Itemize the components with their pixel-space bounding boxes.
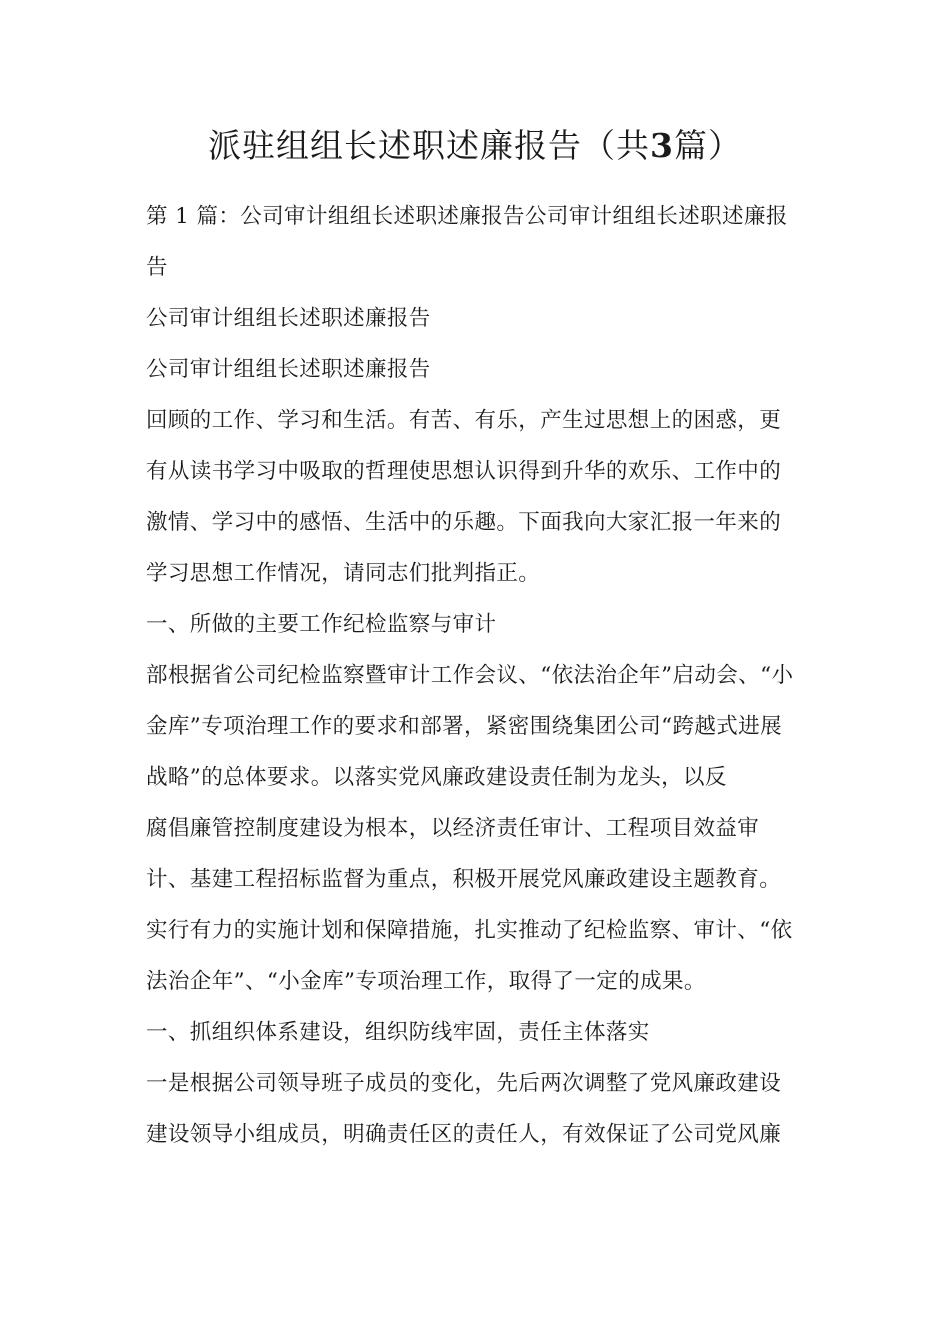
paragraph-line: 部根据省公司纪检监察暨审计工作会议、“依法治企年”启动会、“小 bbox=[146, 663, 794, 688]
paragraph-line: 战略”的总体要求。以落实党风廉政建设责任制为龙头，以反 bbox=[146, 765, 727, 790]
document-title bbox=[0, 124, 950, 168]
paragraph-line: 一是根据公司领导班子成员的变化，先后两次调整了党风廉政建设 bbox=[146, 1071, 782, 1096]
paragraph-line: 激情、学习中的感悟、生活中的乐趣。下面我向大家汇报一年来的 bbox=[146, 510, 782, 535]
subheading-line: 一、抓组织体系建设，组织防线牢固，责任主体落实 bbox=[146, 1020, 650, 1045]
title-prefix: 派驻组组长述职述廉报告（共 bbox=[208, 126, 651, 165]
paragraph-line: 学习思想工作情况，请同志们批判指正。 bbox=[146, 561, 541, 586]
paragraph-line: 建设领导小组成员，明确责任区的责任人，有效保证了公司党风廉 bbox=[146, 1122, 782, 1147]
title-number: 3 bbox=[650, 126, 674, 165]
title-suffix: 篇） bbox=[673, 126, 742, 165]
paragraph-line: 计、基建工程招标监督为重点，积极开展党风廉政建设主题教育。 bbox=[146, 867, 782, 892]
paragraph-line: 金库”专项治理工作的要求和部署，紧密围绕集团公司“跨越式进展 bbox=[146, 714, 782, 739]
section-subtitle: 公司审计组组长述职述廉报告 bbox=[146, 357, 431, 382]
paragraph-line: 腐倡廉管控制度建设为根本，以经济责任审计、工程项目效益审 bbox=[146, 816, 760, 841]
chapter-heading-line-2: 告 bbox=[146, 255, 168, 280]
subheading-line: 一、所做的主要工作纪检监察与审计 bbox=[146, 612, 497, 637]
paragraph-line: 有从读书学习中吸取的哲理使思想认识得到升华的欢乐、工作中的 bbox=[146, 459, 782, 484]
chapter-heading-line-1: 第 1 篇：公司审计组组长述职述廉报告公司审计组组长述职述廉报 bbox=[146, 204, 788, 229]
paragraph-line: 实行有力的实施计划和保障措施，扎实推动了纪检监察、审计、“依 bbox=[146, 918, 793, 943]
paragraph-line: 回顾的工作、学习和生活。有苦、有乐，产生过思想上的困惑，更 bbox=[146, 408, 782, 433]
paragraph-line: 法治企年”、“小金库”专项治理工作，取得了一定的成果。 bbox=[146, 969, 706, 994]
section-title: 公司审计组组长述职述廉报告 bbox=[146, 306, 431, 331]
